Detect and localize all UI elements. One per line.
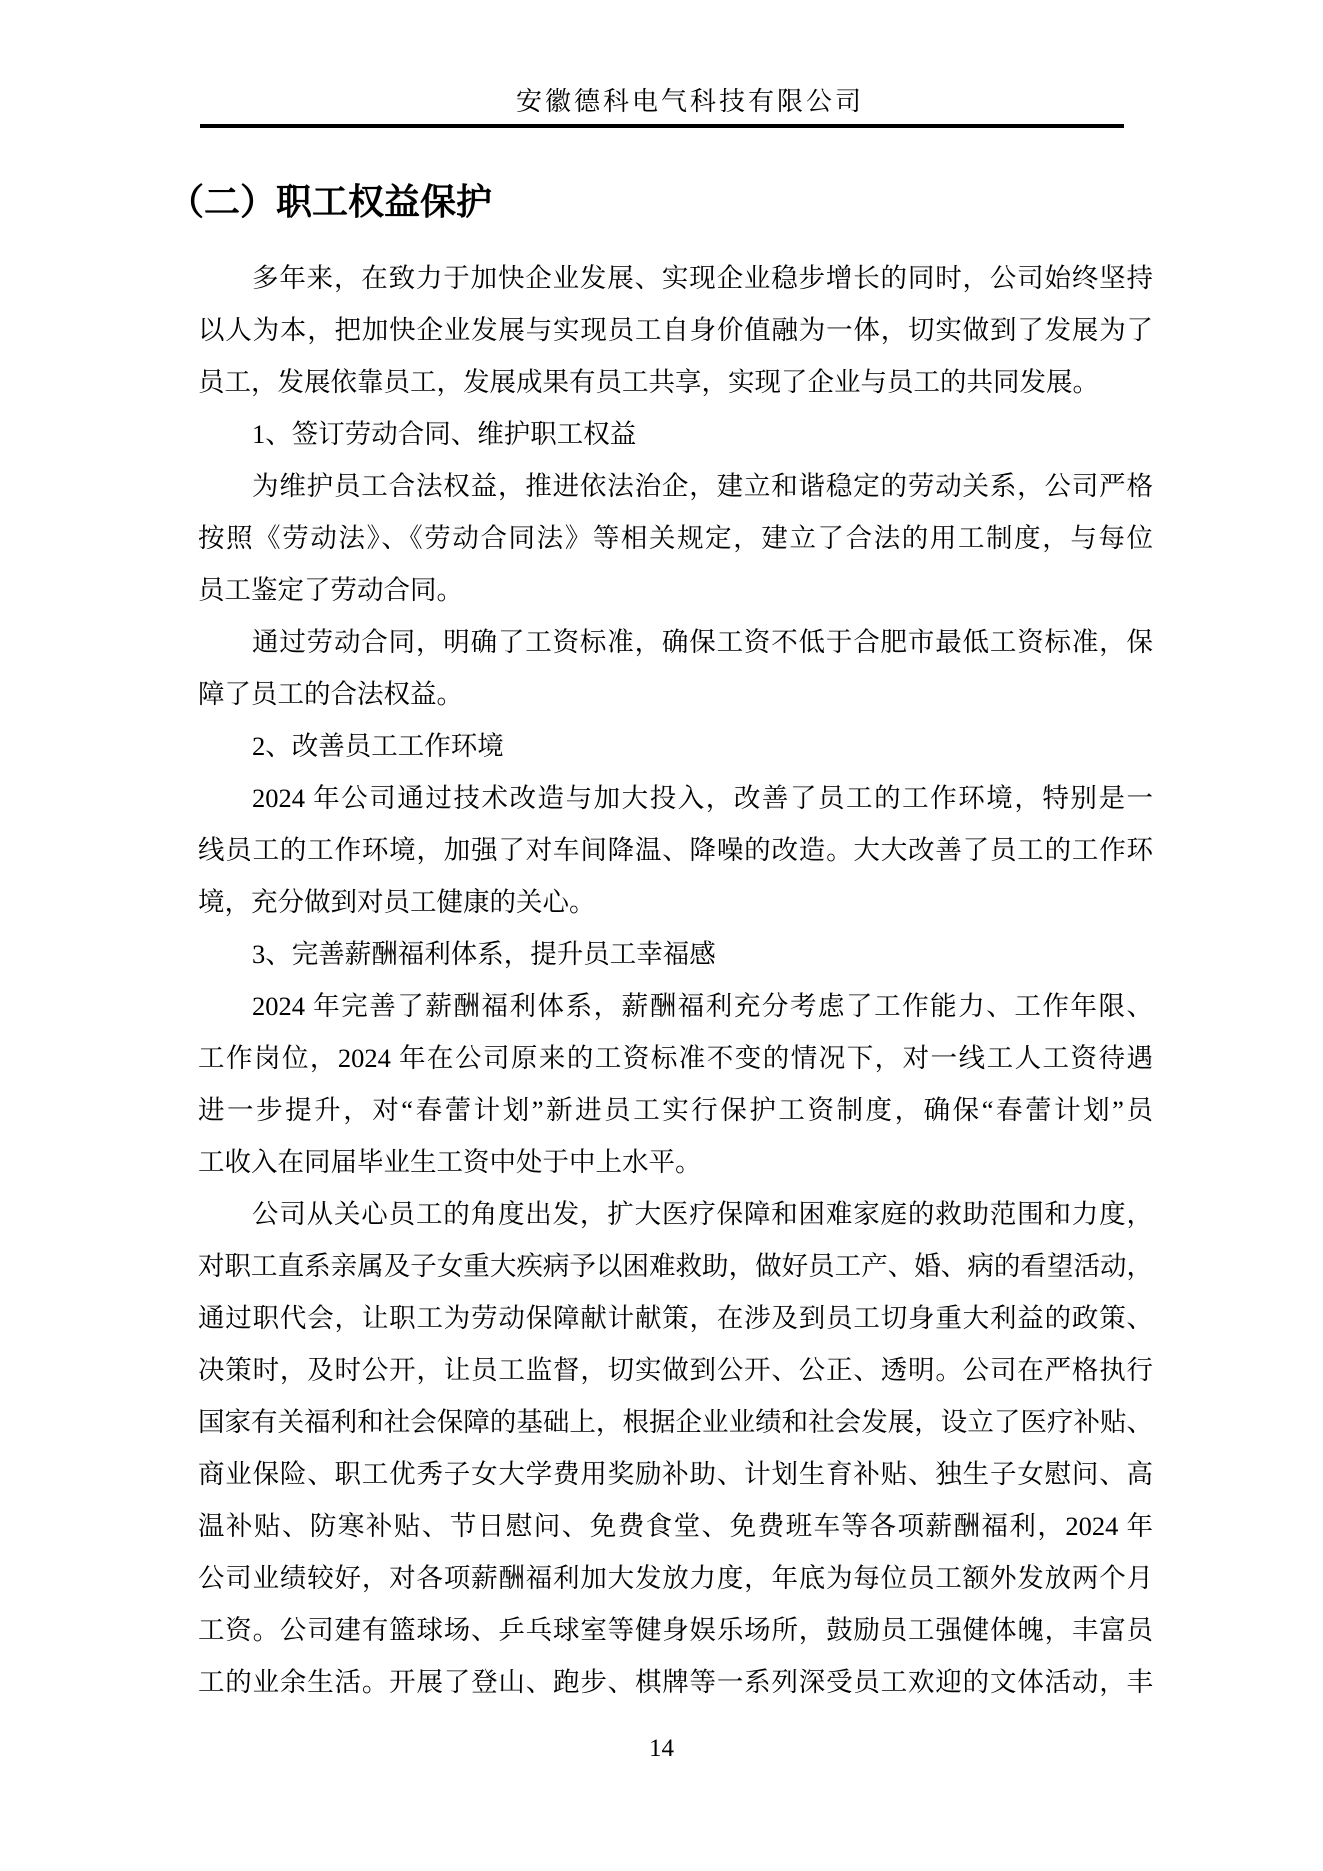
paragraph-line: 按照《劳动法》、《劳动合同法》等相关规定，建立了合法的用工制度，与每位 — [198, 523, 1153, 553]
subheading-line: 2、改善员工工作环境 — [252, 731, 504, 761]
page-header-company-name: 安徽德科电气科技有限公司 — [515, 87, 864, 116]
paragraph-line: 公司从关心员工的角度出发，扩大医疗保障和困难家庭的救助范围和力度， — [252, 1199, 1153, 1229]
paragraph-line: 境，充分做到对员工健康的关心。 — [198, 887, 596, 917]
paragraph-line: 国家有关福利和社会保障的基础上，根据企业业绩和社会发展，设立了医疗补贴、 — [198, 1407, 1153, 1437]
paragraph-line: 工作岗位，2024 年在公司原来的工资标准不变的情况下，对一线工人工资待遇 — [198, 1043, 1153, 1073]
subheading-line: 1、签订劳动合同、维护职工权益 — [252, 419, 637, 449]
paragraph-line: 线员工的工作环境，加强了对车间降温、降噪的改造。大大改善了员工的工作环 — [198, 835, 1153, 865]
section-title: （二）职工权益保护 — [168, 180, 493, 222]
paragraph-line: 对职工直系亲属及子女重大疾病予以困难救助，做好员工产、婚、病的看望活动， — [198, 1251, 1153, 1281]
paragraph-line: 2024 年公司通过技术改造与加大投入，改善了员工的工作环境，特别是一 — [252, 783, 1153, 813]
paragraph-line: 决策时，及时公开，让员工监督，切实做到公开、公正、透明。公司在严格执行 — [198, 1355, 1153, 1385]
page-number: 14 — [649, 1735, 674, 1762]
paragraph-line: 进一步提升，对“春蕾计划”新进员工实行保护工资制度，确保“春蕾计划”员 — [198, 1095, 1153, 1125]
paragraph-line: 员工，发展依靠员工，发展成果有员工共享，实现了企业与员工的共同发展。 — [198, 367, 1099, 397]
subheading-line: 3、完善薪酬福利体系，提升员工幸福感 — [252, 939, 716, 969]
paragraph-line: 员工鉴定了劳动合同。 — [198, 575, 463, 605]
paragraph-line: 为维护员工合法权益，推进依法治企，建立和谐稳定的劳动关系，公司严格 — [252, 471, 1153, 501]
paragraph-line: 2024 年完善了薪酬福利体系，薪酬福利充分考虑了工作能力、工作年限、 — [252, 991, 1153, 1021]
paragraph-line: 温补贴、防寒补贴、节日慰问、免费食堂、免费班车等各项薪酬福利，2024 年 — [198, 1511, 1153, 1541]
paragraph-line: 商业保险、职工优秀子女大学费用奖励补助、计划生育补贴、独生子女慰问、高 — [198, 1459, 1153, 1489]
header-rule — [200, 124, 1124, 128]
paragraph-line: 障了员工的合法权益。 — [198, 679, 463, 709]
paragraph-line: 工资。公司建有篮球场、乒乓球室等健身娱乐场所，鼓励员工强健体魄，丰富员 — [198, 1615, 1153, 1645]
paragraph-line: 多年来，在致力于加快企业发展、实现企业稳步增长的同时，公司始终坚持 — [252, 263, 1153, 293]
paragraph-line: 工收入在同届毕业生工资中处于中上水平。 — [198, 1147, 702, 1177]
paragraph-line: 通过劳动合同，明确了工资标准，确保工资不低于合肥市最低工资标准，保 — [252, 627, 1153, 657]
document-body — [198, 252, 1153, 1708]
paragraph-line: 公司业绩较好，对各项薪酬福利加大发放力度，年底为每位员工额外发放两个月 — [198, 1563, 1153, 1593]
paragraph-line: 工的业余生活。开展了登山、跑步、棋牌等一系列深受员工欢迎的文体活动，丰 — [198, 1667, 1153, 1697]
paragraph-line: 通过职代会，让职工为劳动保障献计献策，在涉及到员工切身重大利益的政策、 — [198, 1303, 1153, 1333]
paragraph-line: 以人为本，把加快企业发展与实现员工自身价值融为一体，切实做到了发展为了 — [198, 315, 1153, 345]
